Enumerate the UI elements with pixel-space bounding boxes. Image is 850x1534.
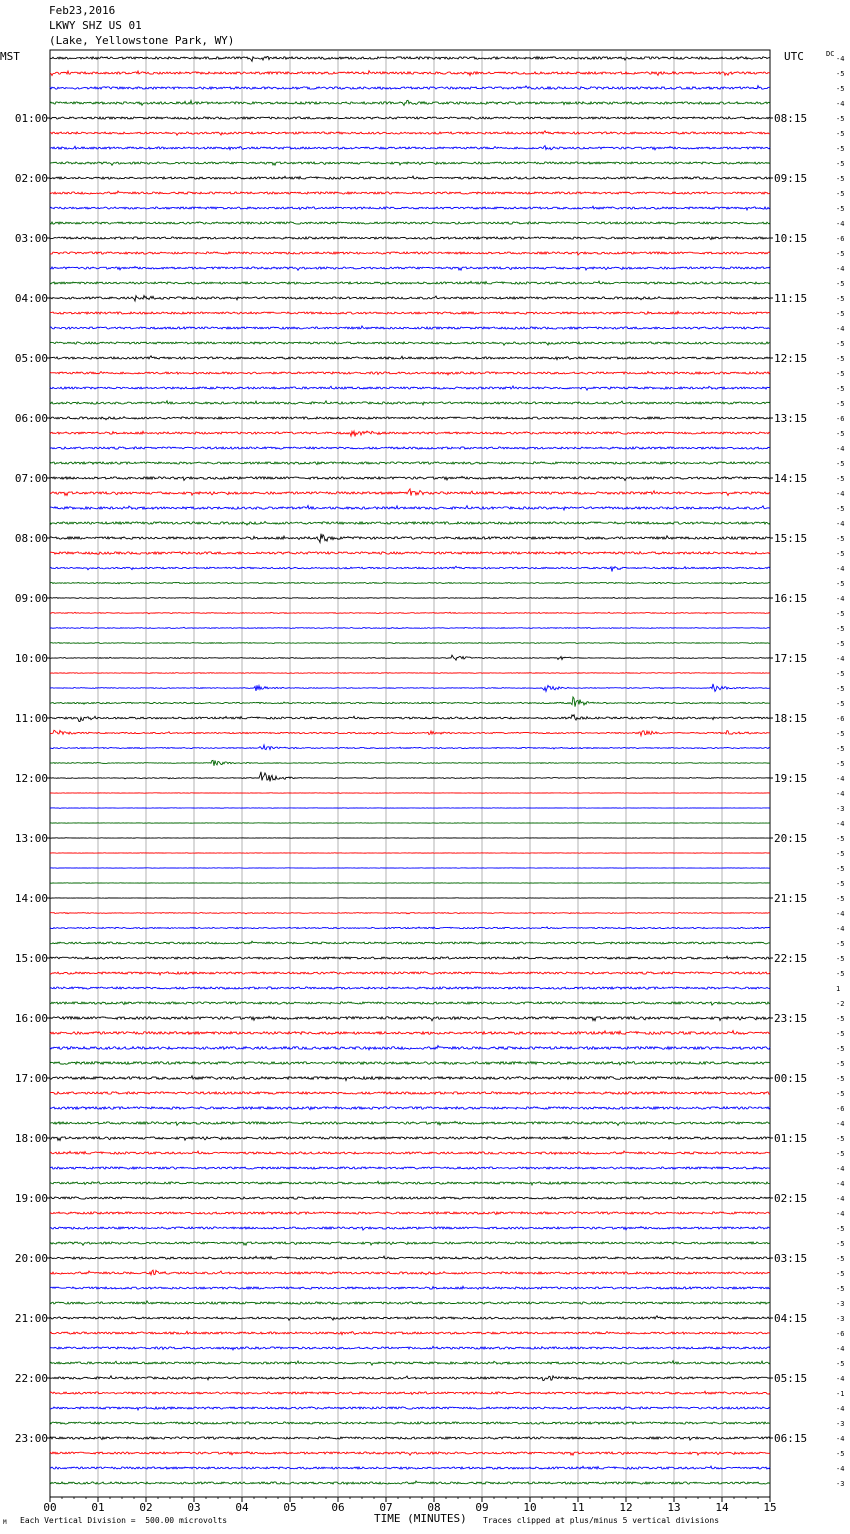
seismic-trace: [50, 1137, 770, 1141]
seismic-trace: [50, 1286, 770, 1289]
seismic-trace: [50, 326, 770, 329]
left-hour-label: 10:00: [14, 652, 48, 665]
seismic-trace: [50, 506, 770, 511]
dc-offset-label: -5: [836, 535, 845, 543]
seismic-trace: [50, 898, 770, 899]
right-hour-label: 11:15: [774, 292, 808, 305]
dc-offset-label: -5: [836, 1090, 845, 1098]
x-tick-label: 07: [379, 1501, 393, 1514]
seismic-trace: [50, 730, 770, 735]
x-tick-label: 05: [283, 1501, 297, 1514]
station-location: (Lake, Yellowstone Park, WY): [49, 34, 235, 47]
station-date: Feb23,2016: [49, 4, 116, 17]
dc-offset-label: -4: [836, 1345, 845, 1353]
dc-offset-label: -5: [836, 250, 845, 258]
dc-offset-label: -4: [836, 1120, 845, 1128]
seismic-trace: [50, 386, 770, 390]
dc-offset-label: -4: [836, 490, 845, 498]
x-tick-label: 03: [187, 1501, 201, 1514]
dc-offset-label: -5: [836, 1285, 845, 1293]
seismic-trace: [50, 489, 770, 496]
dc-offset-label: -5: [836, 865, 845, 873]
right-hour-label: 12:15: [774, 352, 808, 365]
seismic-trace: [50, 71, 770, 76]
left-hour-label: 23:00: [14, 1432, 48, 1445]
seismic-trace: [50, 117, 770, 119]
seismic-trace: [50, 1062, 770, 1065]
x-tick-label: 06: [331, 1501, 345, 1514]
seismic-trace: [50, 222, 770, 224]
dc-offset-label: -5: [836, 430, 845, 438]
seismic-trace: [50, 1376, 770, 1381]
dc-offset-label: -5: [836, 475, 845, 483]
seismic-trace: [50, 1391, 770, 1394]
dc-offset-label: -5: [836, 580, 845, 588]
left-hour-label: 09:00: [14, 592, 48, 605]
x-tick-label: 09: [475, 1501, 489, 1514]
seismic-trace: [50, 684, 770, 692]
x-tick-label: 14: [715, 1501, 729, 1514]
x-tick-label: 08: [427, 1501, 441, 1514]
left-timezone-label: MST: [0, 50, 20, 63]
dc-offset-label: -5: [836, 1270, 845, 1278]
seismic-trace: [50, 1407, 770, 1410]
seismic-trace: [50, 627, 770, 628]
right-hour-label: 19:15: [774, 772, 808, 785]
dc-offset-label: -5: [836, 1150, 845, 1158]
dc-offset-label: -5: [836, 1015, 845, 1023]
seismic-trace: [50, 146, 770, 150]
right-hour-label: 23:15: [774, 1012, 808, 1025]
seismic-trace: [50, 417, 770, 420]
dc-offset-label: -5: [836, 550, 845, 558]
dc-offset-label: -5: [836, 940, 845, 948]
left-hour-label: 07:00: [14, 472, 48, 485]
seismic-trace: [50, 296, 770, 302]
seismic-trace: [50, 431, 770, 436]
seismic-trace: [50, 655, 770, 660]
left-hour-label: 03:00: [14, 232, 48, 245]
left-hour-label: 14:00: [14, 892, 48, 905]
dc-offset-label: -5: [836, 1255, 845, 1263]
seismic-trace: [50, 1076, 770, 1081]
x-tick-label: 13: [667, 1501, 681, 1514]
left-hour-label: 21:00: [14, 1312, 48, 1325]
dc-offset-label: -5: [836, 1030, 845, 1038]
seismic-trace: [50, 534, 770, 543]
dc-offset-label: -5: [836, 70, 845, 78]
dc-offset-label: -5: [836, 295, 845, 303]
seismic-trace: [50, 1121, 770, 1125]
seismic-trace: [50, 447, 770, 449]
seismic-trace: [50, 913, 770, 914]
left-hour-label: 06:00: [14, 412, 48, 425]
seismic-trace: [50, 1452, 770, 1456]
dc-offset-label: -5: [836, 685, 845, 693]
dc-offset-label: -5: [836, 1060, 845, 1068]
seismic-trace: [50, 582, 770, 584]
x-tick-label: 04: [235, 1501, 249, 1514]
dc-offset-label: -3: [836, 805, 845, 813]
seismic-trace: [50, 1002, 770, 1005]
dc-offset-label: -5: [836, 1135, 845, 1143]
seismic-trace: [50, 1270, 770, 1275]
dc-offset-label: -6: [836, 715, 845, 723]
dc-offset-label: -5: [836, 160, 845, 168]
seismic-trace: [50, 1242, 770, 1245]
dc-offset-label: 1: [836, 985, 841, 993]
seismic-trace: [50, 597, 770, 598]
seismic-trace: [50, 1361, 770, 1365]
left-hour-label: 01:00: [14, 112, 48, 125]
dc-offset-label: -3: [836, 1480, 845, 1488]
seismic-trace: [50, 1212, 770, 1215]
left-hour-label: 02:00: [14, 172, 48, 185]
dc-offset-label: -5: [836, 760, 845, 768]
seismic-trace: [50, 1256, 770, 1259]
seismic-trace: [50, 1481, 770, 1484]
seismic-trace: [50, 1016, 770, 1021]
seismic-trace: [50, 566, 770, 571]
left-hour-label: 11:00: [14, 712, 48, 725]
dc-offset-label: -5: [836, 835, 845, 843]
right-hour-label: 05:15: [774, 1372, 808, 1385]
seismic-trace: [50, 956, 770, 959]
seismic-trace: [50, 697, 770, 707]
dc-offset-label: -5: [836, 700, 845, 708]
dc-offset-label: -2: [836, 1000, 845, 1008]
right-hour-label: 10:15: [774, 232, 808, 245]
x-tick-label: 15: [763, 1501, 777, 1514]
x-axis-label: TIME (MINUTES): [374, 1512, 467, 1525]
seismic-trace: [50, 1046, 770, 1050]
seismic-trace: [50, 673, 770, 674]
seismic-trace: [50, 760, 770, 765]
seismic-trace: [50, 100, 770, 105]
dc-offset-label: -5: [836, 115, 845, 123]
dc-offset-label: -4: [836, 55, 845, 63]
dc-offset-label: -5: [836, 955, 845, 963]
seismic-trace: [50, 1227, 770, 1231]
dc-offset-label: -3: [836, 1300, 845, 1308]
right-hour-label: 09:15: [774, 172, 808, 185]
seismic-trace: [50, 162, 770, 165]
seismic-trace: [50, 745, 770, 750]
dc-offset-label: -4: [836, 820, 845, 828]
dc-label: DC: [826, 50, 835, 58]
seismic-trace: [50, 1197, 770, 1199]
seismic-trace: [50, 1346, 770, 1350]
seismic-trace: [50, 57, 770, 62]
seismic-trace: [50, 552, 770, 555]
left-hour-label: 16:00: [14, 1012, 48, 1025]
dc-offset-label: -5: [836, 625, 845, 633]
dc-offset-label: -6: [836, 415, 845, 423]
dc-offset-label: -5: [836, 880, 845, 888]
left-hour-label: 08:00: [14, 532, 48, 545]
right-hour-label: 01:15: [774, 1132, 808, 1145]
seismic-trace: [50, 1181, 770, 1185]
left-hour-label: 17:00: [14, 1072, 48, 1085]
dc-offset-label: -4: [836, 1165, 845, 1173]
seismic-trace: [50, 281, 770, 284]
seismic-trace: [50, 191, 770, 194]
dc-offset-label: -4: [836, 100, 845, 108]
dc-offset-label: -4: [836, 1195, 845, 1203]
dc-offset-label: -5: [836, 745, 845, 753]
seismic-trace: [50, 476, 770, 480]
dc-offset-label: -5: [836, 370, 845, 378]
seismic-trace: [50, 987, 770, 989]
dc-offset-label: -4: [836, 265, 845, 273]
left-hour-label: 05:00: [14, 352, 48, 365]
dc-offset-label: -5: [836, 280, 845, 288]
dc-offset-label: -4: [836, 565, 845, 573]
seismic-trace: [50, 1031, 770, 1035]
seismic-trace: [50, 131, 770, 135]
dc-offset-label: -5: [836, 850, 845, 858]
dc-offset-label: -5: [836, 355, 845, 363]
x-tick-label: 01: [91, 1501, 105, 1514]
seismic-trace: [50, 237, 770, 240]
dc-offset-label: -5: [836, 505, 845, 513]
dc-offset-label: -4: [836, 520, 845, 528]
right-hour-label: 20:15: [774, 832, 808, 845]
left-hour-label: 18:00: [14, 1132, 48, 1145]
dc-offset-label: -5: [836, 385, 845, 393]
dc-offset-label: -5: [836, 85, 845, 93]
seismic-trace: [50, 838, 770, 839]
dc-offset-label: -5: [836, 1075, 845, 1083]
x-tick-label: 02: [139, 1501, 153, 1514]
station-code: LKWY SHZ US 01: [49, 19, 142, 32]
seismic-trace: [50, 522, 770, 526]
seismic-trace: [50, 883, 770, 884]
left-hour-label: 12:00: [14, 772, 48, 785]
dc-offset-label: -5: [836, 175, 845, 183]
seismic-trace: [50, 311, 770, 314]
seismic-trace: [50, 793, 770, 794]
dc-offset-label: -5: [836, 670, 845, 678]
right-hour-label: 00:15: [774, 1072, 808, 1085]
seismic-trace: [50, 612, 770, 614]
x-tick-label: 11: [571, 1501, 585, 1514]
seismic-trace: [50, 86, 770, 90]
seismic-trace: [50, 927, 770, 929]
left-hour-label: 13:00: [14, 832, 48, 845]
scale-note: Each Vertical Division = 500.00 microvolts: [20, 1516, 228, 1525]
dc-offset-label: -6: [836, 1105, 845, 1113]
corner-mark: M: [3, 1519, 7, 1526]
seismic-trace: [50, 823, 770, 824]
seismic-trace: [50, 972, 770, 975]
seismic-trace: [50, 1167, 770, 1169]
seismic-trace: [50, 267, 770, 271]
dc-offset-label: -4: [836, 325, 845, 333]
x-tick-label: 10: [523, 1501, 537, 1514]
seismic-trace: [50, 176, 770, 179]
right-hour-label: 02:15: [774, 1192, 808, 1205]
seismic-trace: [50, 1092, 770, 1094]
x-tick-label: 00: [43, 1501, 57, 1514]
dc-offset-label: -5: [836, 190, 845, 198]
right-hour-label: 22:15: [774, 952, 808, 965]
seismic-trace: [50, 401, 770, 405]
seismic-trace: [50, 371, 770, 375]
right-hour-label: 18:15: [774, 712, 808, 725]
x-tick-label: 12: [619, 1501, 633, 1514]
dc-offset-label: -3: [836, 1315, 845, 1323]
seismic-trace: [50, 941, 770, 944]
dc-offset-label: -5: [836, 340, 845, 348]
dc-offset-label: -4: [836, 220, 845, 228]
seismic-trace: [50, 342, 770, 345]
dc-offset-label: -5: [836, 1240, 845, 1248]
dc-offset-label: -4: [836, 655, 845, 663]
seismic-trace: [50, 642, 770, 643]
dc-offset-label: -4: [836, 595, 845, 603]
seismic-trace: [50, 1331, 770, 1334]
right-hour-label: 06:15: [774, 1432, 808, 1445]
seismic-trace: [50, 1316, 770, 1320]
left-hour-label: 20:00: [14, 1252, 48, 1265]
right-hour-label: 03:15: [774, 1252, 808, 1265]
dc-offset-label: -5: [836, 1045, 845, 1053]
dc-offset-label: -1: [836, 1390, 845, 1398]
right-hour-label: 15:15: [774, 532, 808, 545]
dc-offset-label: -5: [836, 1360, 845, 1368]
seismic-trace: [50, 462, 770, 465]
left-hour-label: 15:00: [14, 952, 48, 965]
seismic-trace: [50, 1437, 770, 1440]
dc-offset-label: -4: [836, 1435, 845, 1443]
right-hour-label: 21:15: [774, 892, 808, 905]
dc-offset-label: -4: [836, 445, 845, 453]
dc-offset-label: -5: [836, 310, 845, 318]
seismic-trace: [50, 1107, 770, 1110]
seismic-trace: [50, 252, 770, 255]
right-hour-label: 04:15: [774, 1312, 808, 1325]
dc-offset-label: -5: [836, 895, 845, 903]
seismic-trace: [50, 808, 770, 809]
dc-offset-label: -6: [836, 1330, 845, 1338]
dc-offset-label: -4: [836, 775, 845, 783]
right-hour-label: 14:15: [774, 472, 808, 485]
dc-offset-label: -5: [836, 460, 845, 468]
dc-offset-label: -5: [836, 1225, 845, 1233]
right-timezone-label: UTC: [784, 50, 804, 63]
dc-offset-label: -5: [836, 640, 845, 648]
dc-offset-label: -4: [836, 1210, 845, 1218]
dc-offset-label: -4: [836, 925, 845, 933]
dc-offset-label: -4: [836, 910, 845, 918]
seismic-trace: [50, 1301, 770, 1304]
dc-offset-label: -4: [836, 1465, 845, 1473]
dc-offset-label: -5: [836, 130, 845, 138]
seismic-trace: [50, 206, 770, 210]
dc-offset-label: -4: [836, 1180, 845, 1188]
dc-offset-label: -5: [836, 205, 845, 213]
dc-offset-label: -4: [836, 1405, 845, 1413]
seismic-trace: [50, 715, 770, 722]
dc-offset-label: -4: [836, 790, 845, 798]
dc-offset-label: -4: [836, 1375, 845, 1383]
seismic-trace: [50, 356, 770, 360]
dc-offset-label: -5: [836, 145, 845, 153]
right-hour-label: 16:15: [774, 592, 808, 605]
dc-offset-label: -5: [836, 970, 845, 978]
dc-offset-label: -5: [836, 730, 845, 738]
left-hour-label: 19:00: [14, 1192, 48, 1205]
dc-offset-label: -3: [836, 1420, 845, 1428]
seismic-trace: [50, 772, 770, 782]
seismic-trace: [50, 1151, 770, 1154]
left-hour-label: 22:00: [14, 1372, 48, 1385]
dc-offset-label: -5: [836, 1450, 845, 1458]
clip-note: Traces clipped at plus/minus 5 vertical divisions: [483, 1516, 720, 1525]
right-hour-label: 17:15: [774, 652, 808, 665]
dc-offset-label: -5: [836, 400, 845, 408]
right-hour-label: 13:15: [774, 412, 808, 425]
seismic-trace: [50, 1422, 770, 1424]
seismic-trace: [50, 853, 770, 854]
seismic-trace: [50, 1466, 770, 1469]
left-hour-label: 04:00: [14, 292, 48, 305]
right-hour-label: 08:15: [774, 112, 808, 125]
dc-offset-label: -6: [836, 235, 845, 243]
dc-offset-label: -5: [836, 610, 845, 618]
